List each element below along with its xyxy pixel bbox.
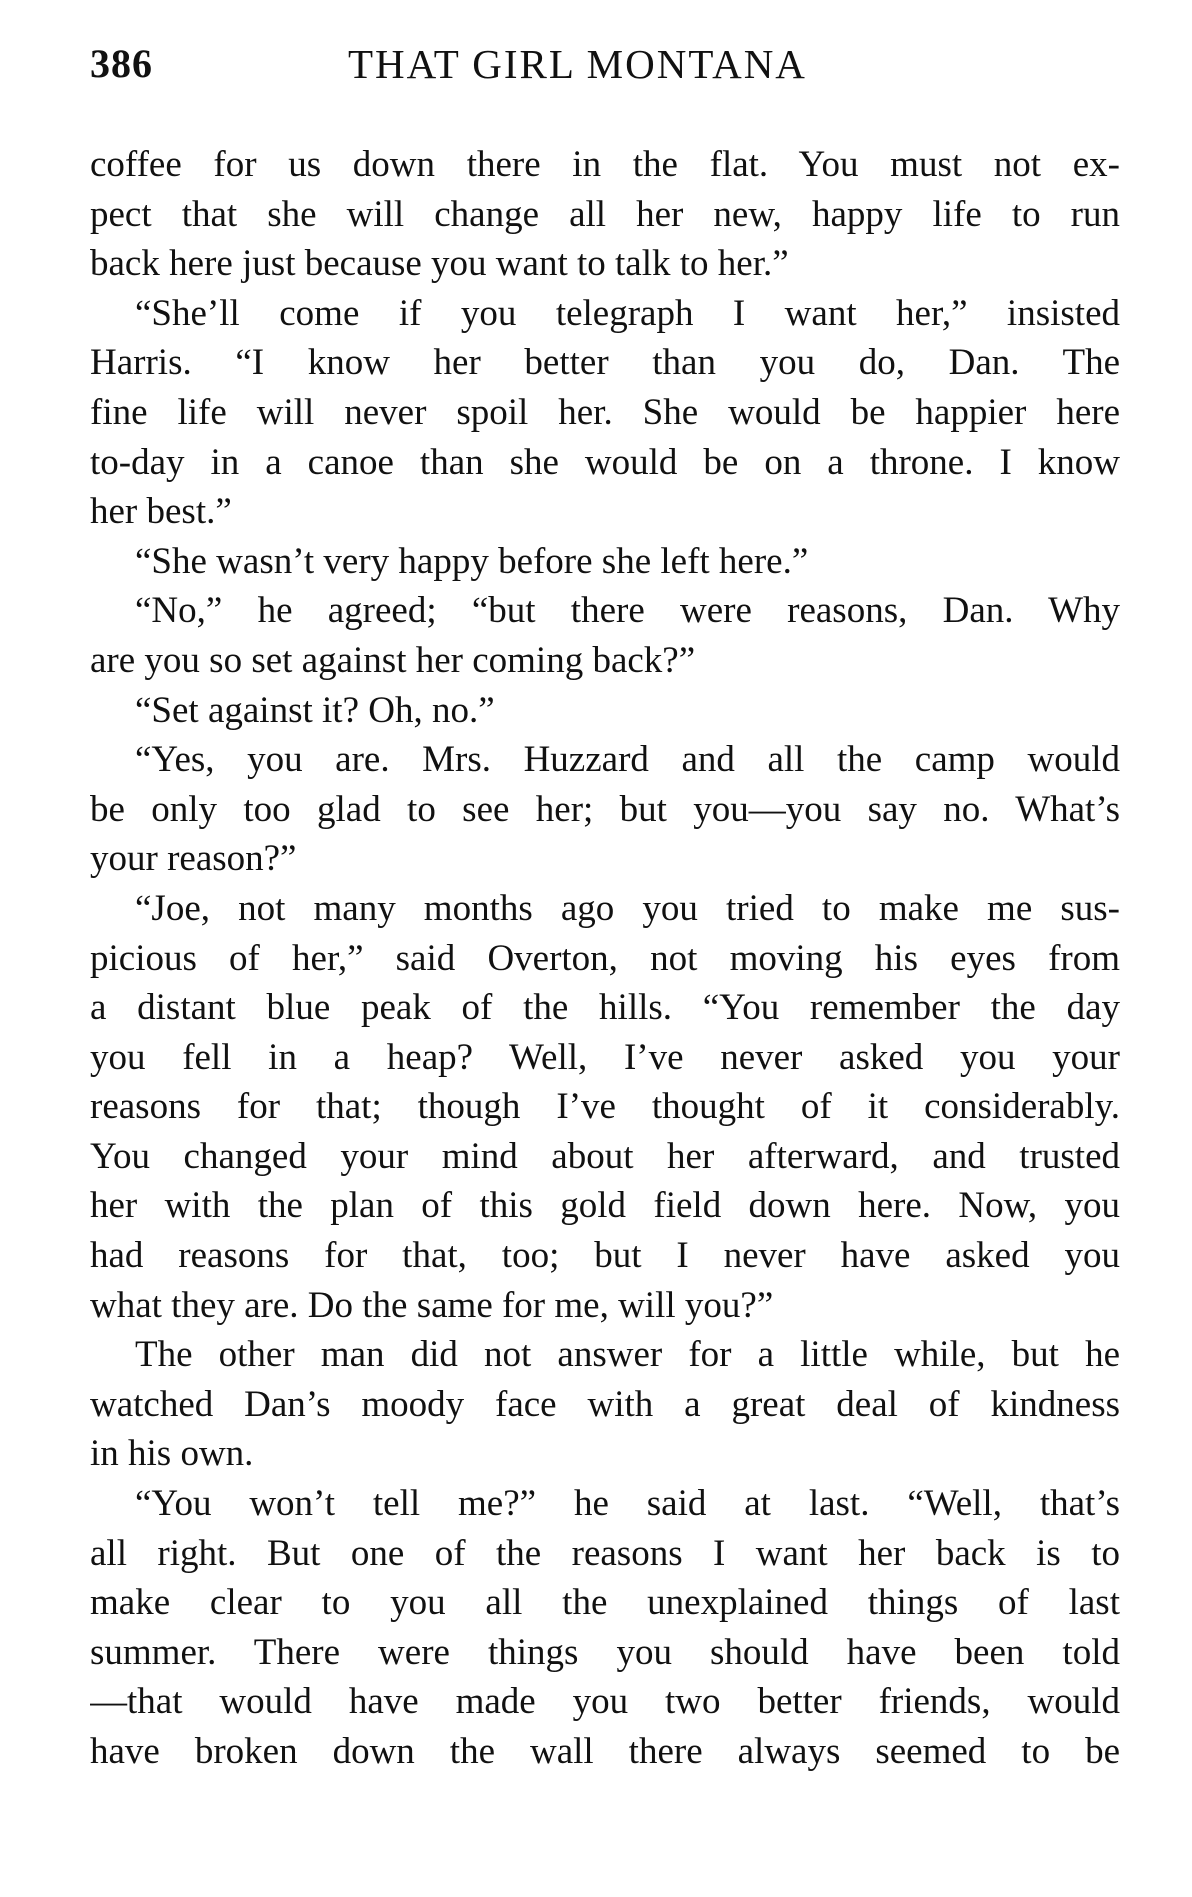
- text-line: coffee for us down there in the flat. You must not ex-: [90, 144, 1120, 185]
- text-line: “Set against it? Oh, no.”: [135, 689, 495, 731]
- text-line: “She wasn’t very happy before she left here.”: [135, 540, 809, 582]
- text-line: fine life will never spoil her. She would be happier here: [90, 391, 1120, 433]
- text-line: are you so set against her coming back?”: [90, 639, 696, 681]
- text-line: have broken down the wall there always seemed to be: [90, 1731, 1120, 1772]
- text-line: to-day in a canoe than she would be on a throne. I know: [90, 441, 1120, 483]
- text-line: her best.”: [90, 491, 232, 533]
- text-line: in his own.: [90, 1433, 254, 1475]
- text-line: “You won’t tell me?” he said at last. “Well, that’s: [135, 1483, 1120, 1525]
- text-line: be only too glad to see her; but you—you say no. What’s: [90, 788, 1120, 830]
- text-line: picious of her,” said Overton, not moving his eyes from: [90, 937, 1120, 979]
- page-header: [90, 40, 1120, 100]
- text-line: your reason?”: [90, 838, 297, 880]
- text-line: summer. There were things you should have been told: [90, 1631, 1120, 1673]
- text-line: “Yes, you are. Mrs. Huzzard and all the camp would: [135, 739, 1120, 781]
- text-line: —that would have made you two better friends, would: [90, 1681, 1120, 1723]
- text-line: make clear to you all the unexplained things of last: [90, 1582, 1120, 1624]
- text-line: a distant blue peak of the hills. “You remember the day: [90, 987, 1120, 1029]
- text-line: all right. But one of the reasons I want her back is to: [90, 1532, 1120, 1574]
- text-line: The other man did not answer for a little while, but he: [135, 1334, 1120, 1376]
- text-line: you fell in a heap? Well, I’ve never asked you your: [90, 1036, 1120, 1078]
- text-line: pect that she will change all her new, happy life to run: [90, 193, 1120, 235]
- text-line: watched Dan’s moody face with a great deal of kindness: [90, 1383, 1120, 1425]
- text-line: You changed your mind about her afterward, and trusted: [90, 1135, 1120, 1177]
- text-line: Harris. “I know her better than you do, Dan. The: [90, 342, 1120, 384]
- text-line: “She’ll come if you telegraph I want her,” insisted: [135, 292, 1120, 334]
- text-line: her with the plan of this gold field down here. Now, you: [90, 1185, 1120, 1227]
- body-text: [90, 140, 1120, 1777]
- text-line: had reasons for that, too; but I never have asked you: [90, 1235, 1120, 1277]
- text-line: “No,” he agreed; “but there were reasons, Dan. Why: [135, 590, 1120, 632]
- text-line: back here just because you want to talk to her.”: [90, 243, 789, 285]
- text-line: what they are. Do the same for me, will you?”: [90, 1284, 774, 1326]
- text-line: “Joe, not many months ago you tried to make me sus-: [135, 887, 1120, 929]
- page-number: 386: [90, 41, 153, 86]
- running-title: THAT GIRL MONTANA: [348, 41, 807, 87]
- text-line: reasons for that; though I’ve thought of it considerably.: [90, 1086, 1120, 1128]
